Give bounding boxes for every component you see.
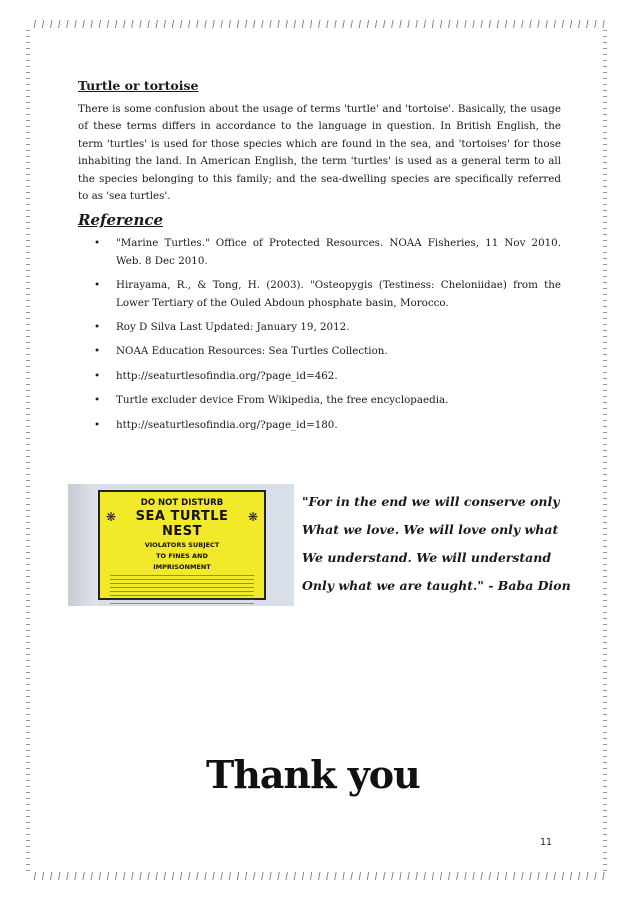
quote-line: Only what we are taught." - Baba Dion (302, 578, 571, 593)
section-title: Turtle or tortoise (78, 78, 199, 93)
quote-line: We understand. We will understand (302, 550, 552, 565)
page-border-top (30, 20, 608, 28)
reference-item: • Hirayama, R., & Tong, H. (2003). "Osteopygis (Testiness: Cheloniidae) from the Lower Tertiary of the Ouled Abdoun phosphate basin, Morocco. (94, 279, 561, 309)
bullet-icon: • (94, 321, 101, 334)
page-border-left (26, 30, 30, 873)
quote-line: "For in the end we will conserve only (302, 494, 560, 509)
sign-heading: NEST (162, 524, 202, 539)
reference-title: Reference (78, 211, 164, 230)
reference-item: • NOAA Education Resources: Sea Turtles Collection. (78, 343, 561, 360)
sign-line: DO NOT DISTURB (140, 498, 224, 508)
turtle-icon: ❋ (247, 510, 258, 524)
sign-heading: SEA TURTLE (135, 509, 229, 524)
reference-item: • "Marine Turtles." Office of Protected Resources. NOAA Fisheries, 11 Nov 2010. Web. 8 Dec 2010. (94, 237, 561, 267)
bullet-icon: • (94, 279, 101, 292)
page-number: 11 (540, 837, 553, 848)
main-content (78, 78, 561, 441)
page-border-bottom (30, 872, 608, 880)
quote-line: What we love. We will love only what (302, 522, 559, 537)
sign-board (98, 490, 266, 600)
quote-block (302, 492, 572, 604)
sign-line: VIOLATORS SUBJECT (144, 541, 220, 549)
bullet-icon: • (94, 394, 101, 407)
reference-list (78, 235, 561, 434)
bullet-icon: • (94, 345, 101, 358)
page-border-right (603, 30, 607, 873)
section-body: There is some confusion about the usage of terms 'turtle' and 'tortoise'. Basically, the usage of these terms differs in accordance to the language in question. In British English, the term 'turtles' is used for those species which are found in the sea, and 'tortoises' for those inhabiting the land. In American English, the term 'turtles' is used as a general term to all the species belonging to this family; and the sea-dwelling species are specifically referred to as 'sea turtles'. (78, 103, 561, 203)
sign-fine-print (110, 575, 254, 605)
sea-turtle-sign-photo (68, 484, 294, 606)
sign-line: IMPRISONMENT (153, 563, 211, 571)
reference-item: • Turtle excluder device From Wikipedia, the free encyclopaedia. (78, 392, 561, 409)
bullet-icon: • (94, 237, 101, 250)
reference-item: • http://seaturtlesofindia.org/?page_id=462. (78, 368, 561, 385)
turtle-icon: ❋ (106, 510, 117, 524)
bullet-icon: • (94, 418, 101, 431)
thank-you-heading: Thank you (206, 752, 420, 797)
sign-background (68, 484, 98, 606)
reference-item: • Roy D Silva Last Updated: January 19, 2012. (78, 319, 561, 336)
bullet-icon: • (94, 369, 101, 382)
reference-item: • http://seaturtlesofindia.org/?page_id=180. (78, 417, 561, 434)
sign-line: TO FINES AND (156, 552, 208, 560)
